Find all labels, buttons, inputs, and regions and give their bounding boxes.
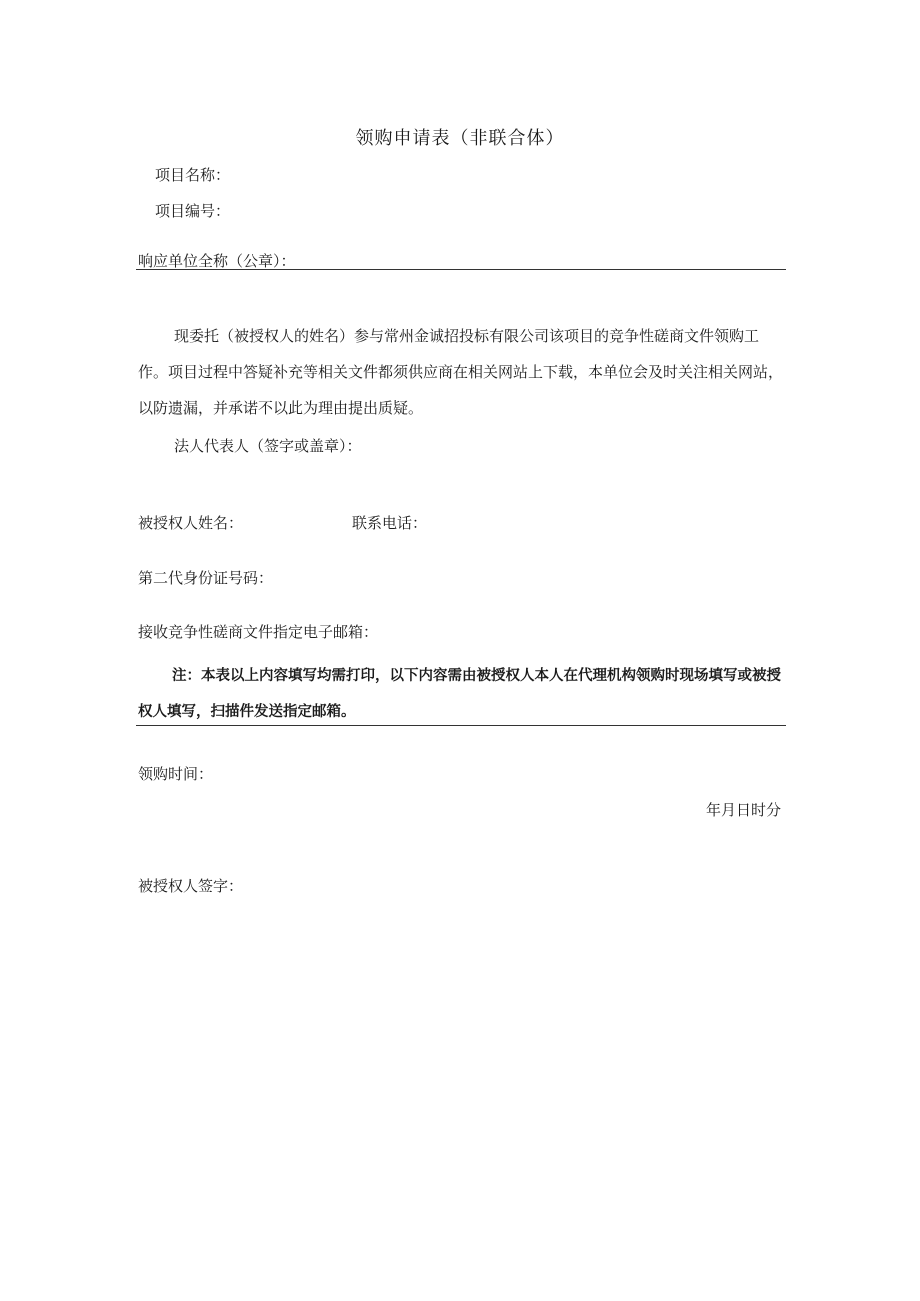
- note-text: 注：本表以上内容填写均需打印，以下内容需由被授权人本人在代理机构领购时现场填写或被授权人填写，扫描件发送指定邮箱。: [138, 668, 781, 720]
- note-block: [138, 658, 786, 730]
- purchase-time-label: 领购时间：: [138, 765, 214, 783]
- signature-label: 被授权人签字：: [138, 877, 244, 895]
- date-units: 年月日时分: [706, 801, 782, 819]
- unit-name-underline: [136, 269, 786, 270]
- note-underline: [136, 725, 786, 726]
- phone-label: 联系电话：: [352, 514, 428, 532]
- authorized-name-label: 被授权人姓名：: [138, 514, 244, 532]
- form-title: 领购申请表（非联合体）: [355, 128, 565, 149]
- authorization-text: 现委托（被授权人的姓名）参与常州金诚招投标有限公司该项目的竞争性磋商文件领购工作。项目过程中答疑补充等相关文件都须供应商在相关网站上下载，本单位会及时关注相关网站，以防遗漏，并承诺不以此为理由提出质疑。: [138, 327, 784, 417]
- legal-representative-label: 法人代表人（签字或盖章）：: [174, 437, 362, 455]
- unit-name-label: 响应单位全称（公章）：: [138, 252, 296, 270]
- email-label: 接收竞争性磋商文件指定电子邮箱：: [138, 623, 379, 641]
- authorization-paragraph: [138, 318, 786, 426]
- project-number-label: 项目编号：: [155, 202, 231, 220]
- id-number-label: 第二代身份证号码：: [138, 569, 274, 587]
- project-name-label: 项目名称：: [155, 166, 231, 184]
